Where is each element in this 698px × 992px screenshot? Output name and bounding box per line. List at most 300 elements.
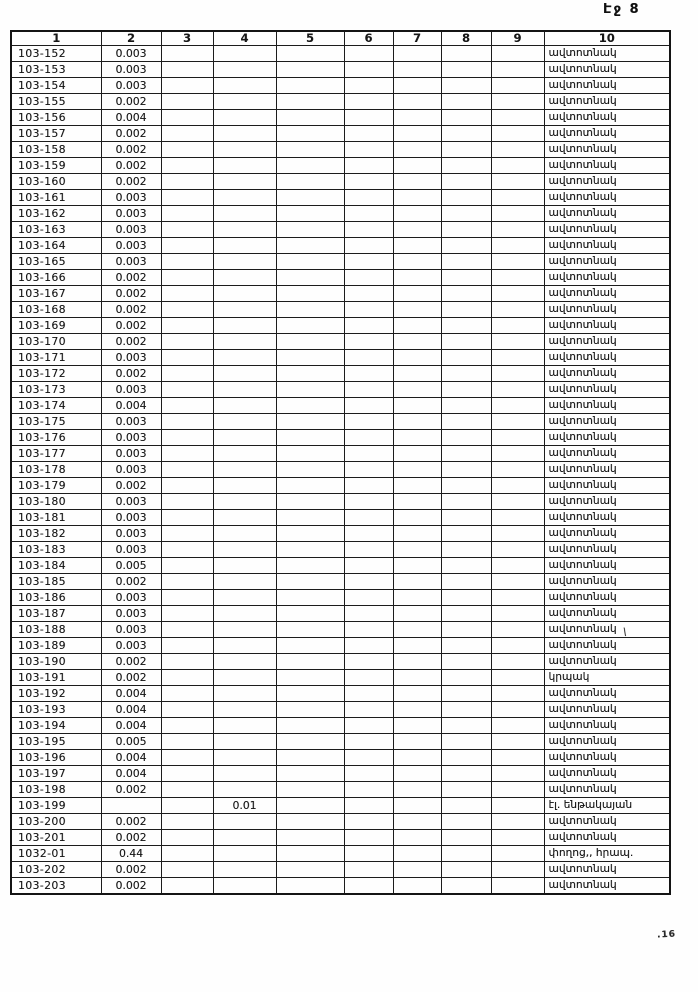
table-cell: 103-184 (11, 558, 101, 574)
table-cell (491, 878, 544, 895)
table-cell (276, 878, 344, 895)
table-cell: ավտոտնակ (544, 238, 670, 254)
table-cell (213, 222, 276, 238)
table-cell: ավտոտնակ (544, 126, 670, 142)
table-cell: 103-163 (11, 222, 101, 238)
table-cell (344, 62, 393, 78)
table-cell (393, 878, 441, 895)
table-cell: ավտոտնակ (544, 382, 670, 398)
table-cell (213, 414, 276, 430)
table-cell (161, 510, 213, 526)
table-row (11, 494, 670, 510)
table-cell: 0.002 (101, 574, 161, 590)
table-cell (213, 110, 276, 126)
table-cell: 103-194 (11, 718, 101, 734)
table-cell: 103-201 (11, 830, 101, 846)
table-cell: 0.44 (101, 846, 161, 862)
table-cell (213, 174, 276, 190)
table-row (11, 302, 670, 318)
table-cell (441, 414, 491, 430)
table-cell (213, 350, 276, 366)
table-cell (441, 398, 491, 414)
table-cell: ավտոտնակ (544, 654, 670, 670)
table-cell: 0.002 (101, 158, 161, 174)
table-cell (441, 798, 491, 814)
table-cell (161, 446, 213, 462)
table-cell: ավտոտնակ (544, 318, 670, 334)
table-cell (393, 622, 441, 638)
table-cell: 103-200 (11, 814, 101, 830)
table-cell (491, 318, 544, 334)
table-cell (213, 46, 276, 62)
table-cell (161, 686, 213, 702)
table-cell (161, 254, 213, 270)
table-cell: 0.002 (101, 814, 161, 830)
table-cell: կրպակ (544, 670, 670, 686)
table-cell: 0.002 (101, 142, 161, 158)
table-cell (276, 606, 344, 622)
table-cell (344, 318, 393, 334)
table-cell (344, 462, 393, 478)
table-row (11, 286, 670, 302)
table-cell (491, 734, 544, 750)
table-cell: ավտոտնակ (544, 398, 670, 414)
table-cell: ավտոտնակ (544, 270, 670, 286)
table-cell: ավտոտնակ (544, 222, 670, 238)
table-cell (441, 126, 491, 142)
table-cell (491, 270, 544, 286)
table-cell (344, 270, 393, 286)
column-header-3: 3 (161, 31, 213, 46)
table-cell (213, 190, 276, 206)
table-cell (276, 526, 344, 542)
table-cell (491, 62, 544, 78)
table-cell (491, 478, 544, 494)
table-cell: ավտոտնակ (544, 510, 670, 526)
table-cell: 103-199 (11, 798, 101, 814)
table-cell (276, 510, 344, 526)
table-row (11, 238, 670, 254)
table-cell (393, 558, 441, 574)
table-cell (393, 174, 441, 190)
table-row (11, 782, 670, 798)
table-cell (344, 238, 393, 254)
table-cell (161, 62, 213, 78)
table-cell: ավտոտնակ (544, 734, 670, 750)
table-cell (161, 702, 213, 718)
table-cell (161, 286, 213, 302)
table-cell (344, 638, 393, 654)
table-row (11, 270, 670, 286)
table-cell (393, 446, 441, 462)
column-header-7: 7 (393, 31, 441, 46)
table-cell (213, 702, 276, 718)
table-cell (441, 766, 491, 782)
table-cell: 103-193 (11, 702, 101, 718)
table-cell (276, 862, 344, 878)
table-cell: ավտոտնակ (544, 350, 670, 366)
table-cell: ավտոտնակ (544, 94, 670, 110)
table-cell (441, 110, 491, 126)
table-cell (491, 670, 544, 686)
table-cell (344, 174, 393, 190)
table-cell: 0.003 (101, 494, 161, 510)
table-cell (344, 846, 393, 862)
table-cell: ավտոտնակ (544, 206, 670, 222)
table-cell (491, 46, 544, 62)
table-row (11, 206, 670, 222)
table-row (11, 462, 670, 478)
page-number-label: Էջ 8 (603, 2, 641, 17)
table-cell: ավտոտնակ (544, 158, 670, 174)
table-cell (393, 382, 441, 398)
table-cell (441, 670, 491, 686)
table-cell (393, 670, 441, 686)
table-row (11, 718, 670, 734)
table-cell: 0.003 (101, 542, 161, 558)
table-cell (441, 302, 491, 318)
table-cell (161, 302, 213, 318)
table-cell (213, 654, 276, 670)
table-cell (213, 142, 276, 158)
table-row (11, 174, 670, 190)
table-cell (276, 398, 344, 414)
table-cell: ավտոտնակ (544, 638, 670, 654)
table-cell: ավտոտնակ (544, 366, 670, 382)
table-cell: 0.003 (101, 462, 161, 478)
table-cell (344, 670, 393, 686)
table-cell: 0.004 (101, 686, 161, 702)
table-row (11, 430, 670, 446)
table-cell (213, 494, 276, 510)
table-cell (276, 62, 344, 78)
table-cell (276, 446, 344, 462)
table-cell: 0.003 (101, 590, 161, 606)
table-cell: 0.003 (101, 254, 161, 270)
table-cell (441, 286, 491, 302)
table-cell: 103-167 (11, 286, 101, 302)
table-cell (344, 734, 393, 750)
table-cell (491, 622, 544, 638)
table-cell (213, 526, 276, 542)
table-cell (344, 510, 393, 526)
table-cell: 0.002 (101, 862, 161, 878)
table-cell (491, 174, 544, 190)
table-cell: 0.003 (101, 206, 161, 222)
table-cell: 0.004 (101, 398, 161, 414)
table-cell: 0.003 (101, 78, 161, 94)
table-cell (393, 510, 441, 526)
table-cell: 103-179 (11, 478, 101, 494)
table-cell (491, 830, 544, 846)
table-cell (213, 542, 276, 558)
table-cell (276, 782, 344, 798)
table-cell (393, 638, 441, 654)
table-cell (441, 366, 491, 382)
table-cell (276, 798, 344, 814)
table-row (11, 254, 670, 270)
table-cell (344, 190, 393, 206)
table-cell: 103-168 (11, 302, 101, 318)
table-cell (213, 126, 276, 142)
table-cell: 103-164 (11, 238, 101, 254)
table-cell (344, 606, 393, 622)
table-row (11, 62, 670, 78)
table-cell (276, 830, 344, 846)
table-cell (441, 158, 491, 174)
table-row (11, 46, 670, 62)
table-cell (491, 78, 544, 94)
table-cell (161, 206, 213, 222)
table-cell: ավտոտնակ (544, 526, 670, 542)
table-row (11, 606, 670, 622)
table-cell (344, 622, 393, 638)
table-cell (393, 270, 441, 286)
table-cell (213, 590, 276, 606)
table-cell (161, 126, 213, 142)
table-cell (344, 702, 393, 718)
table-cell (344, 46, 393, 62)
table-cell (161, 494, 213, 510)
table-cell (213, 734, 276, 750)
table-cell (276, 718, 344, 734)
table-cell (161, 622, 213, 638)
table-cell (213, 158, 276, 174)
table-cell: 103-178 (11, 462, 101, 478)
table-cell: 103-172 (11, 366, 101, 382)
table-cell (393, 734, 441, 750)
table-cell (393, 766, 441, 782)
table-cell (441, 190, 491, 206)
table-cell: ավտոտնակ (544, 494, 670, 510)
column-header-8: 8 (441, 31, 491, 46)
table-cell (491, 334, 544, 350)
table-cell: 103-186 (11, 590, 101, 606)
table-cell: էլ. ենթակայան (544, 798, 670, 814)
table-cell: 103-154 (11, 78, 101, 94)
table-cell (344, 686, 393, 702)
table-cell (491, 846, 544, 862)
table-cell (393, 750, 441, 766)
table-cell (344, 382, 393, 398)
table-cell (161, 270, 213, 286)
table-cell: 0.002 (101, 830, 161, 846)
table-cell (393, 590, 441, 606)
table-cell: 103-197 (11, 766, 101, 782)
table-cell (213, 302, 276, 318)
table-cell: 0.002 (101, 478, 161, 494)
table-cell: 103-183 (11, 542, 101, 558)
table-cell (491, 494, 544, 510)
table-row (11, 334, 670, 350)
table-cell (491, 510, 544, 526)
table-cell (276, 350, 344, 366)
table-row (11, 126, 670, 142)
table-cell (213, 766, 276, 782)
column-header-9: 9 (491, 31, 544, 46)
table-cell (344, 414, 393, 430)
table-cell (213, 94, 276, 110)
table-cell: ավտոտնակ (544, 142, 670, 158)
table-row (11, 142, 670, 158)
table-cell (276, 558, 344, 574)
table-cell: 103-190 (11, 654, 101, 670)
table-cell (276, 574, 344, 590)
table-cell (441, 590, 491, 606)
table-cell (393, 574, 441, 590)
table-cell (441, 318, 491, 334)
table-cell (161, 46, 213, 62)
table-row (11, 110, 670, 126)
table-cell (161, 750, 213, 766)
table-row (11, 222, 670, 238)
table-cell (276, 846, 344, 862)
table-cell: 103-176 (11, 430, 101, 446)
table-cell (344, 430, 393, 446)
table-cell: 0.003 (101, 606, 161, 622)
table-cell: ավտոտնակ (544, 78, 670, 94)
table-cell (393, 462, 441, 478)
table-cell (344, 94, 393, 110)
table-cell: ավտոտնակ (544, 750, 670, 766)
table-cell (213, 334, 276, 350)
table-cell (491, 814, 544, 830)
table-cell (213, 254, 276, 270)
table-cell: 103-162 (11, 206, 101, 222)
table-cell: 0.002 (101, 302, 161, 318)
table-cell (441, 350, 491, 366)
table-cell (491, 158, 544, 174)
table-cell (344, 398, 393, 414)
table-cell: ավտոտնակ (544, 462, 670, 478)
table-cell: ավտոտնակ (544, 478, 670, 494)
table-cell (393, 126, 441, 142)
table-cell: 103-192 (11, 686, 101, 702)
table-cell (161, 558, 213, 574)
column-header-5: 5 (276, 31, 344, 46)
table-cell (344, 798, 393, 814)
table-cell (213, 670, 276, 686)
table-cell (276, 302, 344, 318)
table-cell: 103-202 (11, 862, 101, 878)
table-cell (213, 238, 276, 254)
table-cell (491, 286, 544, 302)
table-cell (441, 542, 491, 558)
table-cell: 0.01 (213, 798, 276, 814)
column-header-1: 1 (11, 31, 101, 46)
table-cell (276, 654, 344, 670)
table-cell (344, 878, 393, 895)
table-cell (161, 110, 213, 126)
table-cell (213, 718, 276, 734)
table-cell: ավտոտնակ (544, 46, 670, 62)
table-cell: ավտոտնակ (544, 110, 670, 126)
table-cell (491, 686, 544, 702)
table-cell (161, 382, 213, 398)
table-cell (393, 478, 441, 494)
table-cell (491, 126, 544, 142)
table-cell (441, 334, 491, 350)
table-cell (276, 542, 344, 558)
table-cell (213, 830, 276, 846)
table-cell: 103-169 (11, 318, 101, 334)
table-cell (441, 270, 491, 286)
table-cell (491, 590, 544, 606)
table-cell (491, 142, 544, 158)
table-cell (441, 94, 491, 110)
table-cell: 0.004 (101, 766, 161, 782)
table-cell (344, 766, 393, 782)
table-cell: 0.003 (101, 622, 161, 638)
table-cell (393, 414, 441, 430)
table-cell: 103-175 (11, 414, 101, 430)
table-cell: ավտոտնակ (544, 702, 670, 718)
table-cell (276, 222, 344, 238)
table-cell: ավտոտնակ (544, 190, 670, 206)
table-cell (344, 206, 393, 222)
table-cell (393, 254, 441, 270)
table-cell (441, 718, 491, 734)
table-cell (491, 238, 544, 254)
table-cell (276, 190, 344, 206)
table-cell (491, 542, 544, 558)
table-cell (161, 142, 213, 158)
table-cell (161, 398, 213, 414)
table-cell (491, 430, 544, 446)
table-cell (393, 862, 441, 878)
table-cell: 0.003 (101, 430, 161, 446)
table-cell (213, 318, 276, 334)
table-cell (276, 494, 344, 510)
table-cell: 103-152 (11, 46, 101, 62)
table-cell (441, 622, 491, 638)
table-cell (344, 446, 393, 462)
table-cell (393, 846, 441, 862)
table-cell (161, 190, 213, 206)
table-cell: 103-198 (11, 782, 101, 798)
table-row (11, 702, 670, 718)
table-cell (393, 494, 441, 510)
table-row (11, 94, 670, 110)
table-cell (393, 686, 441, 702)
table-cell (441, 78, 491, 94)
table-cell (393, 94, 441, 110)
table-cell (161, 670, 213, 686)
table-cell (276, 734, 344, 750)
table-cell (276, 750, 344, 766)
table-cell: 0.003 (101, 510, 161, 526)
table-cell (491, 350, 544, 366)
table-cell (213, 62, 276, 78)
table-cell (491, 654, 544, 670)
table-cell: 0.002 (101, 286, 161, 302)
table-cell: 0.003 (101, 638, 161, 654)
table-cell: 0.002 (101, 366, 161, 382)
table-cell (161, 766, 213, 782)
table-cell: 0.002 (101, 670, 161, 686)
table-row (11, 414, 670, 430)
table-cell: ավտոտնակ (544, 622, 670, 638)
table-cell (213, 398, 276, 414)
table-cell (393, 430, 441, 446)
table-cell: 0.002 (101, 654, 161, 670)
table-cell (276, 318, 344, 334)
table-cell (161, 606, 213, 622)
table-cell (441, 238, 491, 254)
table-cell (344, 558, 393, 574)
table-cell (344, 254, 393, 270)
table-cell (441, 430, 491, 446)
